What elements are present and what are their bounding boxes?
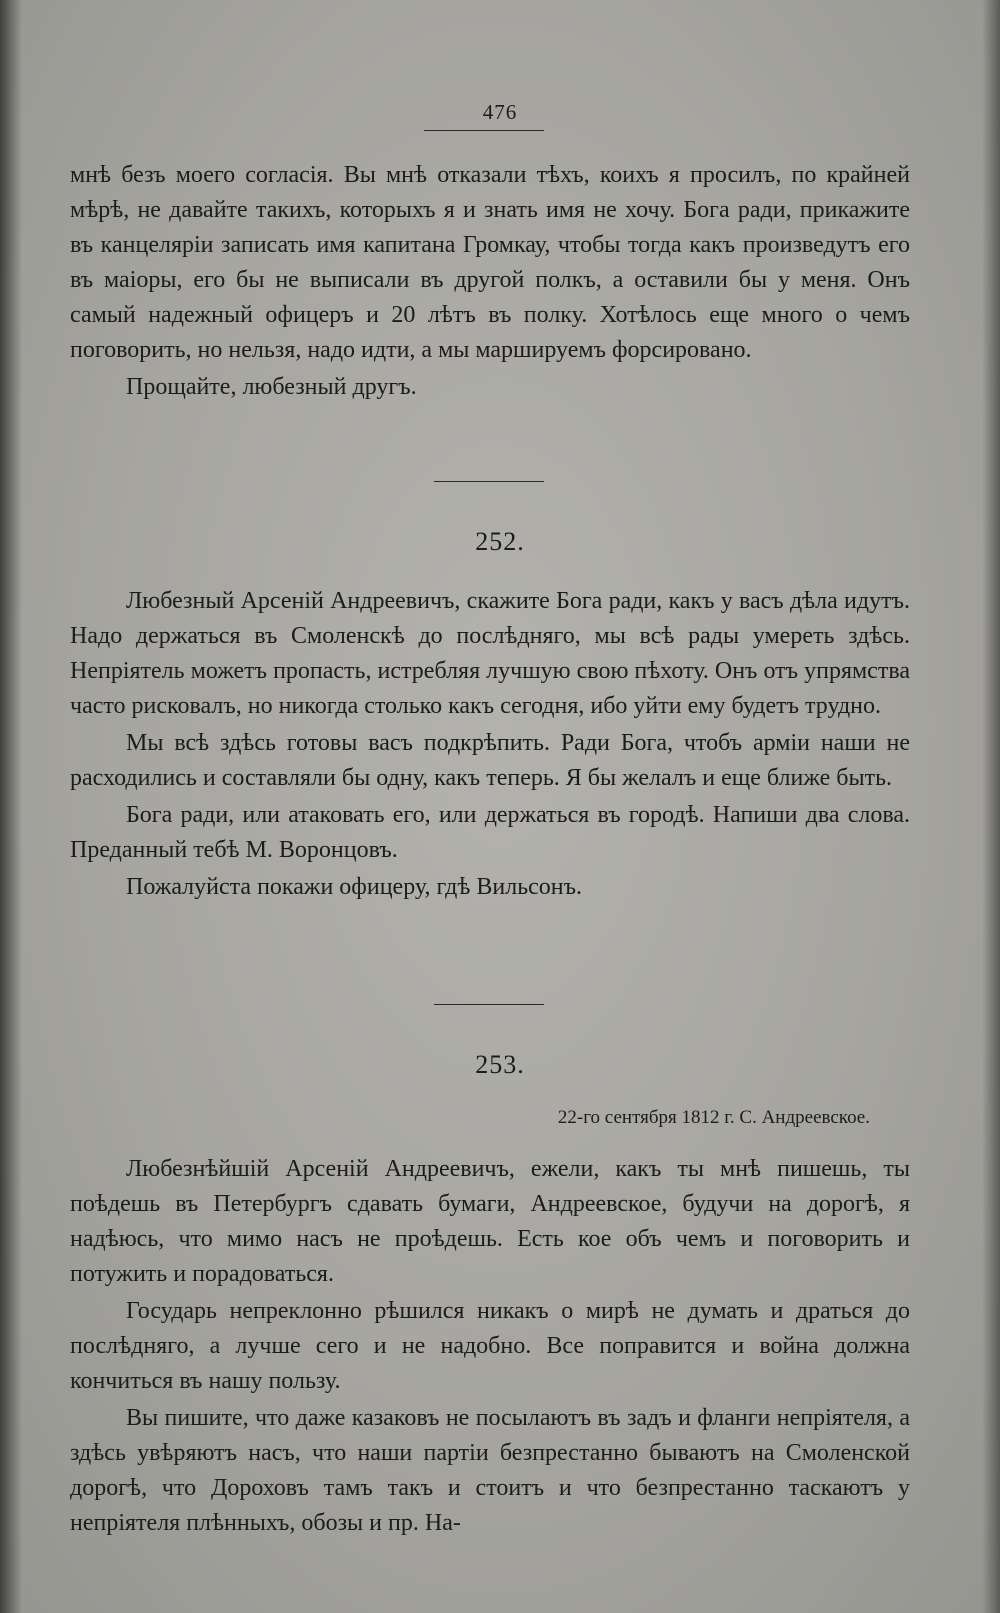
letter-251-continuation: [70, 158, 910, 407]
page-shadow-left: [0, 0, 22, 1613]
paragraph: Бога ради, или атаковать его, или держаться въ городѣ. Напиши два слова. Преданный тебѣ М. Воронцовъ.: [70, 802, 910, 863]
letter-number-252: 252.: [475, 527, 525, 556]
paragraph: Прощайте, любезный другъ.: [126, 374, 417, 400]
letter-253-body: [70, 1152, 910, 1543]
header-rule: [424, 130, 544, 131]
letter-number-253: 253.: [475, 1050, 525, 1079]
paragraph: Государь непреклонно рѣшился никакъ о мирѣ не думать и драться до послѣдняго, а лучше сего и не надобно. Все поправится и война должна кончиться въ нашу пользу.: [70, 1298, 910, 1394]
paragraph: Любезнѣйшій Арсеній Андреевичъ, ежели, какъ ты мнѣ пишешь, ты поѣдешь въ Петербургъ сдавать бумаги, Андреевское, будучи на дорогѣ, я надѣюсь, что мимо насъ не проѣдешь. Есть кое объ чемъ и поговорить и потужить и порадоваться.: [70, 1156, 910, 1287]
letter-dateline: 22-го сентября 1812 г. С. Андреевское.: [557, 1107, 870, 1128]
letter-252-body: [70, 584, 910, 907]
page-shadow-right: [982, 0, 1000, 1613]
section-separator: [434, 1004, 544, 1005]
section-separator: [434, 481, 544, 482]
paragraph: мнѣ безъ моего согласія. Вы мнѣ отказали тѣхъ, коихъ я просилъ, по крайней мѣрѣ, не давайте такихъ, которыхъ я и знать имя не хочу. Бога ради, прикажите въ канцеляріи записать имя капитана Громкау, чтобы тогда какъ произведутъ его въ маіоры, его бы не выписали въ другой полкъ, а оставили бы у меня. Онъ самый надежный офицеръ и 20 лѣтъ въ полку. Хотѣлось еще много о чемъ поговорить, но нельзя, надо идти, а мы маршируемъ форсировано.: [70, 162, 910, 363]
paragraph: Пожалуйста покажи офицеру, гдѣ Вильсонъ.: [126, 874, 583, 900]
paragraph: Вы пишите, что даже казаковъ не посылаютъ въ задъ и фланги непріятеля, а здѣсь увѣряютъ насъ, что наши партіи безпрестанно бываютъ на Смоленской дорогѣ, что Дороховъ тамъ такъ и стоитъ и что безпрестанно таскаютъ у непріятеля плѣнныхъ, обозы и пр. На-: [70, 1405, 910, 1536]
paragraph: Любезный Арсеній Андреевичъ, скажите Бога ради, какъ у васъ дѣла идутъ. Надо держаться въ Смоленскѣ до послѣдняго, мы всѣ рады умереть здѣсь. Непріятель можетъ пропасть, истребляя лучшую свою пѣхоту. Онъ отъ упрямства часто рисковалъ, но никогда столько какъ сегодня, ибо уйти ему будетъ трудно.: [70, 588, 910, 719]
page-number: 476: [482, 100, 518, 124]
paragraph: Мы всѣ здѣсь готовы васъ подкрѣпить. Ради Бога, чтобъ арміи наши не расходились и составляли бы одну, какъ теперь. Я бы желалъ и еще ближе быть.: [70, 730, 910, 791]
